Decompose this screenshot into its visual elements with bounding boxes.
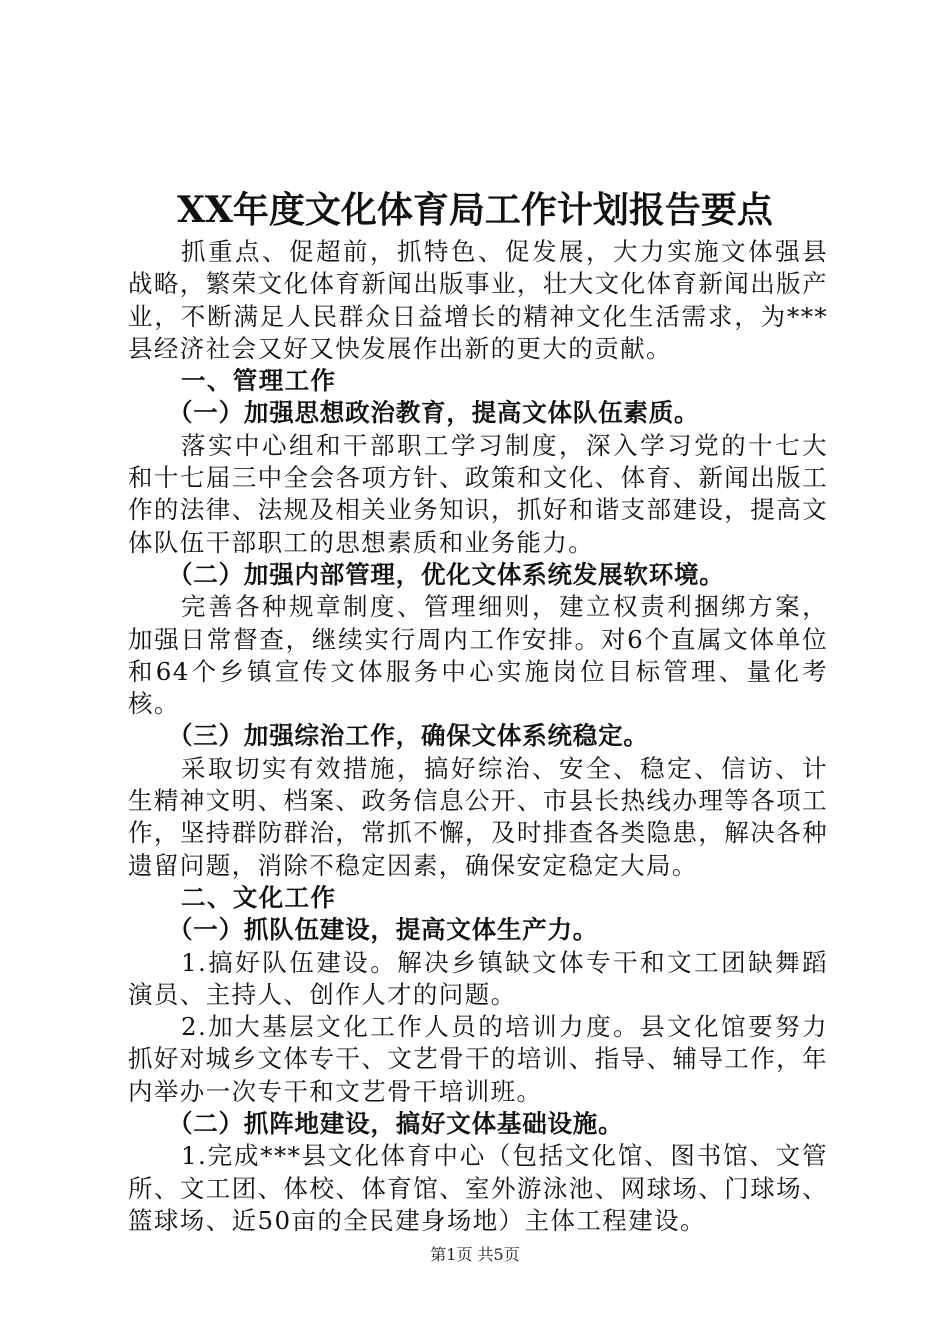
paragraph-political-education: 落实中心组和干部职工学习制度，深入学习党的十七大和十七届三中全会各项方针、政策和文化、体育、新闻出版工作的法律、法规及相关业务知识，抓好和谐支部建设，提高文体队伍干部职工的思想素质和业务能力。 [128, 430, 828, 557]
intro-paragraph: 抓重点、促超前，抓特色、促发展，大力实施文体强县战略，繁荣文化体育新闻出版事业，壮大文化体育新闻出版产业，不断满足人民群众日益增长的精神文化生活需求，为***县经济社会又好又快发展作出新的更大的贡献。 [128, 237, 828, 363]
subheading-political-education: （一）加强思想政治教育，提高文体队伍素质。 [168, 398, 700, 428]
list-item-training: 2.加大基层文化工作人员的培训力度。县文化馆要努力抓好对城乡文体专干、文艺骨干的培训、指导、辅导工作，年内举办一次专干和文艺骨干培训班。 [128, 1012, 828, 1106]
section-heading-culture: 二、文化工作 [181, 882, 337, 912]
subheading-infrastructure: （二）抓阵地建设，搞好文体基础设施。 [168, 1109, 624, 1139]
list-item-culture-center: 1.完成***县文化体育中心（包括文化馆、图书馆、文管所、文工团、体校、体育馆、室外游泳池、网球场、门球场、篮球场、近50亩的全民建身场地）主体工程建设。 [128, 1141, 828, 1235]
list-item-team-building: 1.搞好队伍建设。解决乡镇缺文体专干和文工团缺舞蹈演员、主持人、创作人才的问题。 [128, 947, 828, 1009]
paragraph-internal-management: 完善各种规章制度、管理细则，建立权责利捆绑方案，加强日常督查，继续实行周内工作安排。对6个直属文体单位和64个乡镇宣传文体服务中心实施岗位目标管理、量化考核。 [128, 592, 828, 719]
subheading-stability: （三）加强综治工作，确保文体系统稳定。 [168, 721, 649, 751]
paragraph-stability: 采取切实有效措施，搞好综治、安全、稳定、信访、计生精神文明、档案、政务信息公开、市县长热线办理等各项工作，坚持群防群治，常抓不懈，及时排查各类隐患，解决各种遗留问题，消除不稳定因素，确保安定稳定大局。 [128, 753, 828, 880]
section-heading-management: 一、管理工作 [181, 366, 337, 396]
page-footer: 第1页 共5页 [430, 1245, 520, 1264]
subheading-internal-management: （二）加强内部管理，优化文体系统发展软环境。 [168, 559, 725, 589]
document-title: XX年度文化体育局工作计划报告要点 [177, 189, 773, 231]
subheading-team-building: （一）抓队伍建设，提高文体生产力。 [168, 915, 599, 945]
document-body [128, 236, 828, 1237]
